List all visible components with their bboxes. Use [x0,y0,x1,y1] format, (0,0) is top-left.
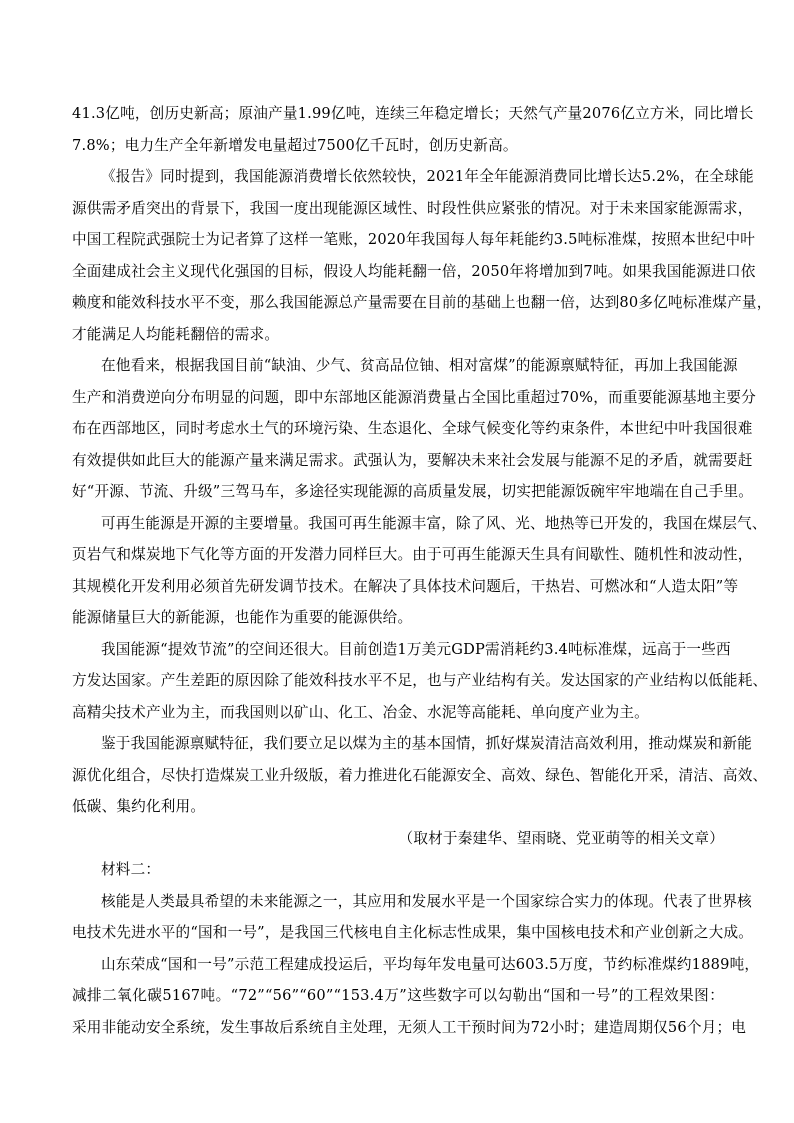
paragraph-line: 好“开源、节流、升级”三驾马车，多途径实现能源的高质量发展，切实把能源饭碗牢牢地端在自己手里。 [72,483,754,500]
paragraph-line: 源优化组合，尽快打造煤炭工业升级版，着力推进化石能源安全、高效、绿色、智能化开采，清洁、高效、 [72,766,768,784]
section-heading: 材料二： [101,861,161,878]
paragraph-line: 在他看来，根据我国目前“缺油、少气、贫高品位铀、相对富煤”的能源禀赋特征，再加上我国能源 [101,357,738,374]
document-body [72,98,772,1043]
paragraph-line: 电技术先进水平的“国和一号”，是我国三代核电自主化标志性成果，集中国核电技术和产业创新之大成。 [72,924,754,941]
paragraph-line: 低碳、集约化利用。 [72,798,206,815]
paragraph-line: 山东荣成“国和一号”示范工程建成投运后，平均每年发电量可达603.5万度，节约标准煤约1889吨， [101,955,760,973]
paragraph-line: 减排二氧化碳5167吨。“72”“56”“60”“153.4万”这些数字可以勾勒出“国和一号”的工程效果图： [72,987,724,1004]
paragraph-line: 页岩气和煤炭地下气化等方面的开发潜力同样巨大。由于可再生能源天生具有间歇性、随机性和波动性， [72,546,753,563]
paragraph-line: 鉴于我国能源禀赋特征，我们要立足以煤为主的基本国情，抓好煤炭清洁高效利用，推动煤炭和新能 [101,735,752,752]
paragraph-line: 源供需矛盾突出的背景下，我国一度出现能源区域性、时段性供应紧张的情况。对于未来国家能源需求， [72,199,753,217]
paragraph-line: 布在西部地区，同时考虑水土气的环境污染、生态退化、全球气候变化等约束条件，本世纪中叶我国很难 [72,420,753,437]
paragraph-line: 采用非能动安全系统，发生事故后系统自主处理，无须人工干预时间为72小时；建造周期仅56个月；电 [72,1018,747,1036]
paragraph-line: 《报告》同时提到，我国能源消费增长依然较快，2021年全年能源消费同比增长达5.2%，在全球能 [101,168,754,185]
paragraph-line: 才能满足人均能耗翻倍的需求。 [72,325,280,343]
paragraph-line: 全面建成社会主义现代化强国的目标，假设人均能耗翻一倍，2050年将增加到7吨。如果我国能源进口依 [72,262,756,280]
source-citation: （取材于秦建华、望雨晓、党亚萌等的相关文章） [398,829,724,847]
paragraph-line: 高精尖技术产业为主，而我国则以矿山、化工、冶金、水泥等高能耗、单向度产业为主。 [72,703,649,721]
paragraph-line: 其规模化开发利用必须首先研发调节技术。在解决了具体技术问题后，干热岩、可燃冰和“人造太阳”等 [72,577,739,595]
paragraph-line: 中国工程院武强院士为记者算了这样一笔账，2020年我国每人每年耗能约3.5吨标准煤，按照本世纪中叶 [72,231,756,248]
paragraph-line: 能源储量巨大的新能源，也能作为重要的能源供给。 [72,609,413,626]
paragraph-line: 方发达国家。产生差距的原因除了能效科技水平不足，也与产业结构有关。发达国家的产业结构以低能耗、 [72,672,768,689]
paragraph-line: 核能是人类最具希望的未来能源之一，其应用和发展水平是一个国家综合实力的体现。代表了世界核 [101,892,752,910]
paragraph-line: 赖度和能效科技水平不变，那么我国能源总产量需要在目前的基础上也翻一倍，达到80多亿吨标准煤产量， [72,294,772,311]
paragraph-line: 生产和消费逆向分布明显的问题，即中东部地区能源消费量占全国比重超过70%，而重要能源基地主要分 [72,388,756,406]
paragraph-line: 41.3亿吨，创历史新高；原油产量1.99亿吨，连续三年稳定增长；天然气产量2076亿立方米，同比增长 [72,105,754,122]
paragraph-line: 7.8%；电力生产全年新增发电量超过7500亿千瓦时，创历史新高。 [72,136,518,154]
paragraph-line: 可再生能源是开源的主要增量。我国可再生能源丰富，除了风、光、地热等已开发的，我国在煤层气、 [101,514,767,532]
paragraph-line: 我国能源“提效节流”的空间还很大。目前创造1万美元GDP需消耗约3.4吨标准煤，远高于一些西 [101,640,731,658]
paragraph-line: 有效提供如此巨大的能源产量来满足需求。武强认为，要解决未来社会发展与能源不足的矛盾，就需要赶 [72,451,753,469]
